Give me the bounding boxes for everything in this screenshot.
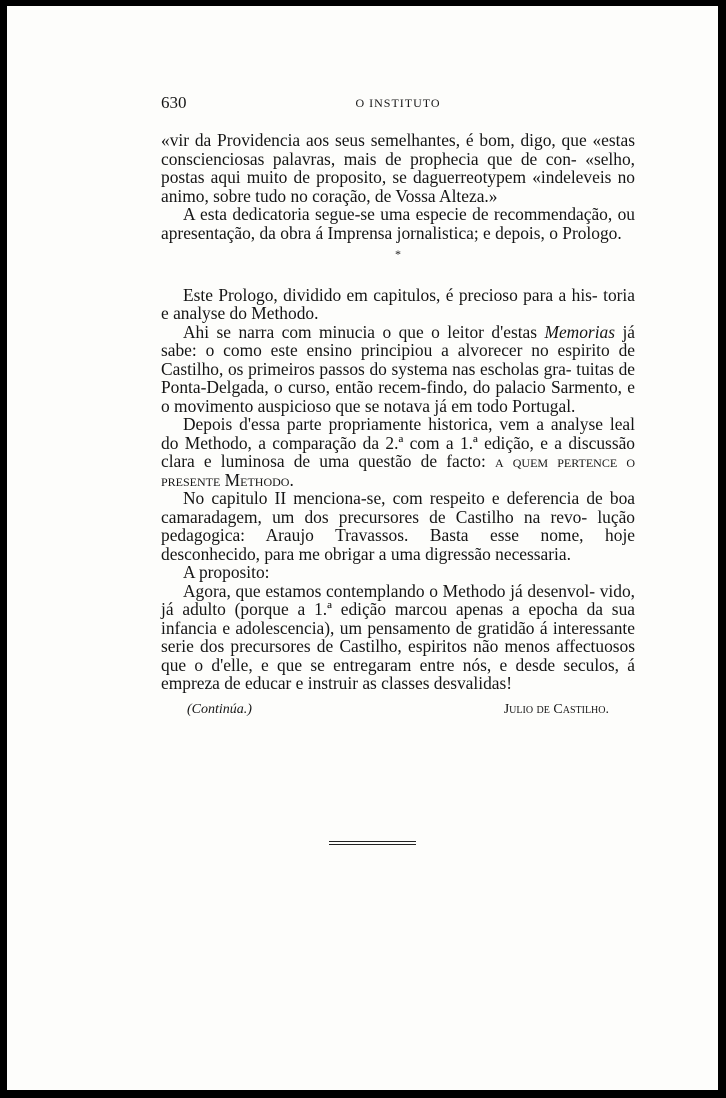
paragraph-minucia-a: Ahi se narra com minucia o que o leitor d'estas (183, 321, 545, 342)
text-body (161, 131, 635, 719)
running-title: O INSTITUTO (355, 96, 441, 110)
footer-line (161, 701, 635, 720)
author-signature: Julio de Castilho. (503, 701, 609, 717)
paragraph-prologo: Este Prologo, dividido em capitulos, é precioso para a his- toria e analyse do Methodo. (161, 284, 635, 323)
paragraph-a-proposito: A proposito: (183, 562, 270, 582)
paragraph-agora: Agora, que estamos contemplando o Methodo já desenvol- vido, já adulto (porque a 1.ª edição marcou apenas a epocha da sua infancia e adolescencia), um pensamento de gratidão á interessante serie dos precursores de Castilho, espiritos não menos affectuosos que o d'elle, e que se entregaram entre nós, e desde seculos, á empreza de educar e instruir as classes desvalidas! (161, 580, 635, 693)
memorias-emphasis: Memorias (544, 321, 615, 342)
continua-label: (Continúa.) (187, 701, 252, 717)
question-smallcaps: a quem pertence o presente Methodo. (161, 451, 635, 490)
paragraph-quote-end: «vir da Providencia aos seus semelhantes, é bom, digo, que «estas conscienciosas palavras, mais de prophecia que de con- «selho, postas aqui muito de proposito, se daguerreotypem «indeleveis no animo, sobre tudo no coração, de Vossa Alteza.» (161, 130, 635, 206)
paragraph-analyse (161, 415, 635, 489)
closing-rule (329, 841, 416, 847)
page-number: 630 (161, 93, 187, 112)
paragraph-minucia (161, 323, 635, 416)
paragraph-dedicatoria: A esta dedicatoria segue-se uma especie de recommendação, ou apresentação, da obra á Imprensa jornalistica; e depois, o Prologo. (161, 204, 635, 243)
paragraph-minucia-b: já sabe: o como este ensino principiou a alvorecer no espirito de Castilho, os primeiros passos do systema nas escholas gra- tuitas de Ponta-Delgada, o curso, então recem-findo, do palacio Sarmento, e o movimento auspicioso que se notava já em todo Portugal. (161, 321, 635, 416)
page-header (161, 93, 635, 115)
section-separator: * (395, 247, 401, 261)
paragraph-capitulo-ii: No capitulo II menciona-se, com respeito e deferencia de boa camaradagem, um dos precursores de Castilho na revo- lução pedagogica: Araujo Travassos. Basta esse nome, hoje desconhecido, para me obrigar a uma digressão necessaria. (161, 488, 635, 564)
paragraph-analyse-a: Depois d'essa parte propriamente historica, vem a analyse leal do Methodo, a comparação da 2.ª com a 1.ª edição, e a discussão clara e luminosa de uma questão de facto: (161, 414, 635, 471)
